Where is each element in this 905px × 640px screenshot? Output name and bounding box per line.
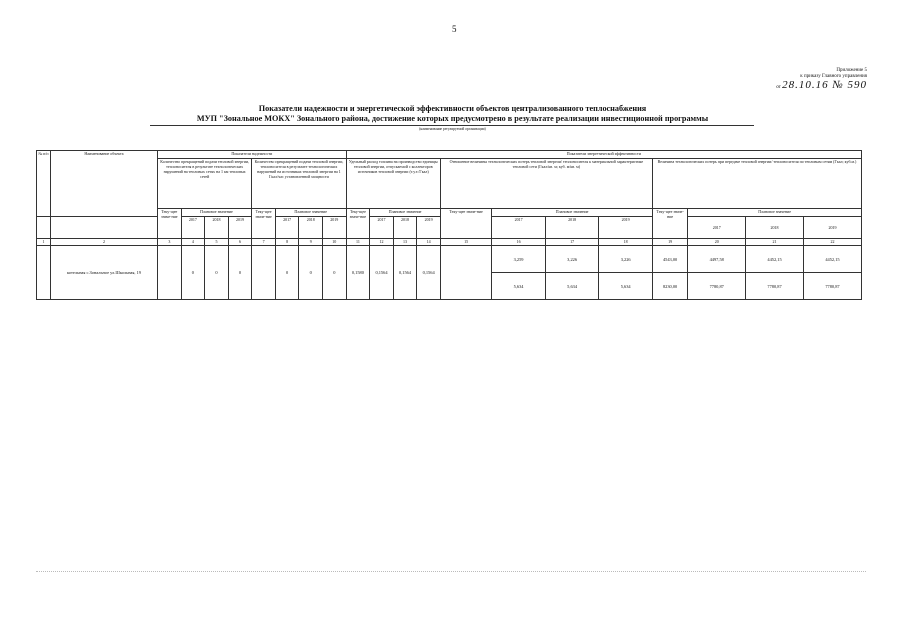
colnum-6: 6 [228,239,252,246]
appendix-line2: к приказу Главного управления [800,74,867,79]
year-c-1: 2017 [370,217,394,239]
cell-r2-c19: 8230,00 [652,273,687,300]
colnum-5: 5 [205,239,229,246]
header-current-e: Теку-щее значе-ние [652,209,687,239]
header-object-name: Наименование объекта [50,151,157,217]
header-planned-c: Плановое значение [370,209,441,217]
colnum-13: 13 [393,239,417,246]
header-indicator-d: Отношение величины технологических потерь тепловой энергии/ теплоносителя к материальной характеристике тепловой сети (Гкал/кв. м; куб. м/кв. м) [440,159,652,209]
appendix-note [707,68,867,91]
header-current-d: Теку-щее значе-ние [440,209,491,239]
colnum-11: 11 [346,239,370,246]
document-title-line1: Показатели надежности и энергетической эффективности объектов централизованного теплоснабжения [258,104,647,113]
cell-r2-c16: 5,634 [492,273,546,300]
colnum-17: 17 [545,239,599,246]
page-footer-dots [36,571,866,572]
cell-c9: 0 [299,246,323,300]
colnum-14: 14 [417,239,441,246]
document-subtitle: (наименование регулируемой организации) [419,127,486,131]
header-current-c: Теку-щее значе-ние [346,209,370,239]
appendix-date-number: 28.10.16 № 590 [782,79,867,91]
colnum-12: 12 [370,239,394,246]
colnum-15: 15 [440,239,491,246]
header-planned-d: Плановое значение [492,209,653,217]
colnum-19: 19 [652,239,687,246]
page-number: 5 [452,24,457,34]
appendix-date-line [707,80,867,91]
colnum-7: 7 [252,239,276,246]
colnum-2: 2 [50,239,157,246]
cell-c7 [252,246,276,300]
header-current-b: Теку-щее значе-ние [252,209,276,239]
year-e-1: 2017 [688,217,746,239]
year-a-1: 2017 [181,217,205,239]
colnum-9: 9 [299,239,323,246]
cell-c13: 0,1564 [393,246,417,300]
colnum-16: 16 [492,239,546,246]
colnum-22: 22 [803,239,861,246]
cell-c5: 0 [205,246,229,300]
header-indicator-a: Количество прекращений подачи тепловой энергии, теплоносителя в результате технологических нарушений на тепловых сетях на 1 км тепловых сетей [158,159,252,209]
cell-c10: 0 [322,246,346,300]
header-indicator-b: Количество прекращений подачи тепловой энергии, теплоносителя в результате технологических нарушений на источниках тепловой энергии на 1 Гкал/час установленной мощности [252,159,346,209]
cell-c6: 0 [228,246,252,300]
colnum-21: 21 [746,239,804,246]
header-planned-a: Плановое значение [181,209,252,217]
cell-r1-c18: 3,226 [599,246,653,273]
colnum-3: 3 [158,239,182,246]
cell-c14: 0,1564 [417,246,441,300]
cell-c12: 0,1564 [370,246,394,300]
header-planned-b: Плановое значение [275,209,346,217]
table-row [37,246,862,273]
year-d-1: 2017 [492,217,546,239]
title-underline [150,125,754,126]
object-name: котельная с.Зональное ул.Школьная, 19 [50,246,157,300]
colnum-18: 18 [599,239,653,246]
year-b-3: 2019 [322,217,346,239]
header-reliability: Показатели надежности [158,151,347,159]
header-indicator-c: Удельный расход топлива на производство единицы тепловой энергии, отпускаемой с коллекторов источников тепловой энергии (т.у.т./Гкал) [346,159,440,209]
cell-c3 [158,246,182,300]
header-no: № п/п [37,151,51,217]
cell-r1-c20: 4497,58 [688,246,746,273]
year-b-1: 2017 [275,217,299,239]
year-c-2: 2018 [393,217,417,239]
header-efficiency: Показатели энергетической эффективности [346,151,861,159]
colnum-10: 10 [322,239,346,246]
cell-c11: 0,1580 [346,246,370,300]
cell-r2-c20: 7780,87 [688,273,746,300]
document-title-line2: МУП "Зональное МОКХ" Зонального района, достижение которых предусмотрено в результате реализации инвестиционной программы [196,114,709,123]
year-c-3: 2019 [417,217,441,239]
cell-c4: 0 [181,246,205,300]
cell-r1-c16: 3,259 [492,246,546,273]
year-a-3: 2019 [228,217,252,239]
colnum-8: 8 [275,239,299,246]
year-d-2: 2018 [545,217,599,239]
year-e-3: 2019 [803,217,861,239]
cell-r1-c22: 4452,15 [803,246,861,273]
appendix-from: от [776,85,781,90]
indicators-table [36,150,862,300]
cell-r1-c17: 3,226 [545,246,599,273]
appendix-line1: Приложение 5 [836,68,867,73]
header-current-a: Теку-щее значе-ние [158,209,182,239]
colnum-20: 20 [688,239,746,246]
colnum-1: 1 [37,239,51,246]
header-planned-e: Плановое значение [688,209,862,217]
cell-r2-c17: 5,634 [545,273,599,300]
column-number-row [37,239,862,246]
cell-r2-c18: 5,634 [599,273,653,300]
year-a-2: 2018 [205,217,229,239]
cell-r2-c22: 7780,87 [803,273,861,300]
cell-c15 [440,246,491,300]
cell-r1-c21: 4452,15 [746,246,804,273]
cell-r2-c21: 7780,87 [746,273,804,300]
year-d-3: 2019 [599,217,653,239]
header-indicator-e: Величина технологических потерь при передаче тепловой энергии/ теплоносителя по тепловым сетям (Гкал; куб.м.) [652,159,861,209]
colnum-4: 4 [181,239,205,246]
cell-c8: 0 [275,246,299,300]
year-b-2: 2018 [299,217,323,239]
year-e-2: 2018 [746,217,804,239]
cell-r1-c19: 4543,00 [652,246,687,273]
